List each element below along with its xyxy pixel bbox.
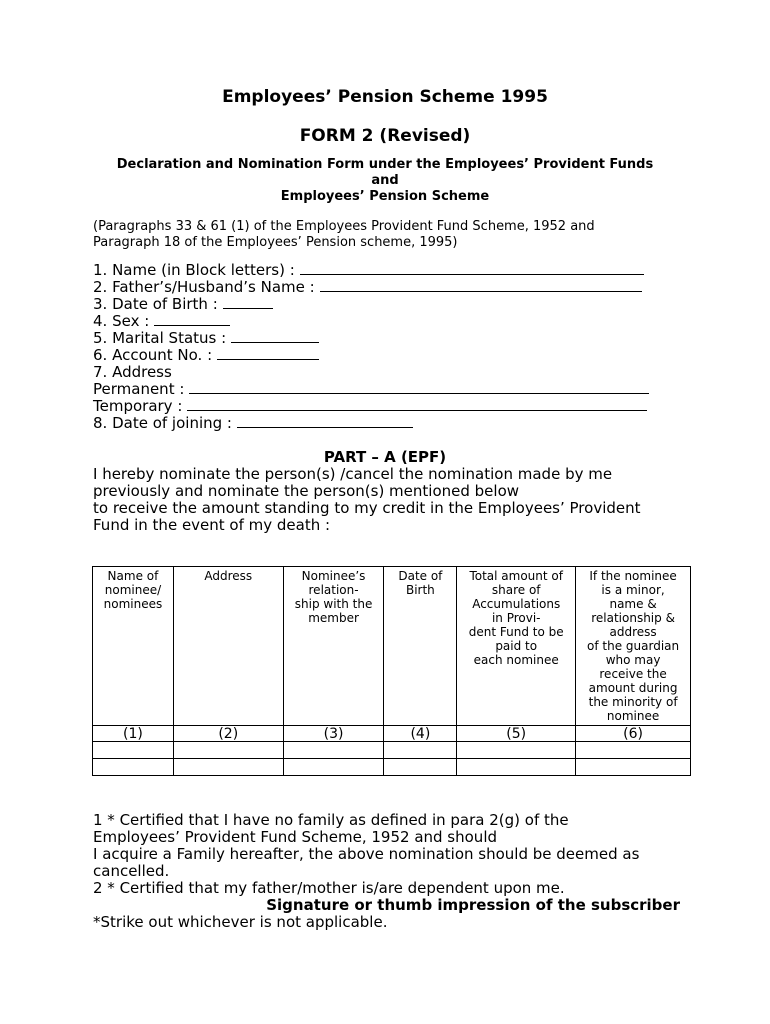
part-a-statement xyxy=(93,466,693,534)
field-marital-status xyxy=(93,330,693,347)
header-cell-dob: Date of Birth xyxy=(384,567,457,726)
field-address-label: 7. Address xyxy=(93,363,172,381)
form-title: FORM 2 (Revised) xyxy=(299,126,471,146)
field-father-husband xyxy=(93,279,693,296)
field-marital-status-blank[interactable] xyxy=(231,330,319,343)
field-address xyxy=(93,364,693,381)
header-cell-address: Address xyxy=(173,567,283,726)
header-cell-guardian: If the nominee is a minor, name & relationship & address of the guardian who may receive the amount during the minority of nominee xyxy=(576,567,691,726)
field-father-husband-blank[interactable] xyxy=(320,279,642,292)
certification-line-5: 2 * Certified that my father/mother is/are dependent upon me. xyxy=(93,879,565,897)
certification-line-2: Employees’ Provident Fund Scheme, 1952 and should xyxy=(93,828,498,846)
part-a-line-4: Fund in the event of my death : xyxy=(93,516,331,534)
table-cell[interactable] xyxy=(93,742,174,759)
table-cell[interactable] xyxy=(457,759,576,776)
table-row xyxy=(93,742,691,759)
signature-label: Signature or thumb impression of the subscriber xyxy=(266,896,680,914)
field-name-blank[interactable] xyxy=(300,262,644,275)
part-a-line-3: to receive the amount standing to my credit in the Employees’ Provident xyxy=(93,499,641,517)
header-cell-name: Name of nominee/ nominees xyxy=(93,567,174,726)
table-cell[interactable] xyxy=(384,759,457,776)
field-name-label: 1. Name (in Block letters) : xyxy=(93,261,295,279)
document-title: Employees’ Pension Scheme 1995 xyxy=(222,87,548,107)
subtitle-line-1: Declaration and Nomination Form under the Employees’ Provident Funds and xyxy=(116,157,654,188)
part-a-line-1: I hereby nominate the person(s) /cancel the nomination made by me xyxy=(93,465,613,483)
field-date-of-joining-label: 8. Date of joining : xyxy=(93,414,232,432)
column-number-6: (6) xyxy=(576,726,691,742)
paragraph-ref-line-1: (Paragraphs 33 & 61 (1) of the Employees Provident Fund Scheme, 1952 and xyxy=(93,219,595,234)
subtitle-line-2: Employees’ Pension Scheme xyxy=(280,189,490,204)
column-number-3: (3) xyxy=(283,726,384,742)
field-temporary-label: Temporary : xyxy=(93,397,183,415)
table-cell[interactable] xyxy=(576,759,691,776)
field-account-no-blank[interactable] xyxy=(217,347,319,360)
certification-line-1: 1 * Certified that I have no family as defined in para 2(g) of the xyxy=(93,811,569,829)
column-number-5: (5) xyxy=(457,726,576,742)
field-sex-blank[interactable] xyxy=(154,313,230,326)
field-marital-status-label: 5. Marital Status : xyxy=(93,329,227,347)
table-cell[interactable] xyxy=(173,759,283,776)
column-number-1: (1) xyxy=(93,726,174,742)
field-dob-label: 3. Date of Birth : xyxy=(93,295,218,313)
table-cell[interactable] xyxy=(93,759,174,776)
table-cell[interactable] xyxy=(283,742,384,759)
field-dob xyxy=(93,296,693,313)
field-temporary-blank[interactable] xyxy=(187,398,647,411)
field-sex-label: 4. Sex : xyxy=(93,312,150,330)
nominee-table-number-row xyxy=(93,726,691,742)
strike-out-note: *Strike out whichever is not applicable. xyxy=(93,913,388,931)
part-a-line-2: previously and nominate the person(s) mentioned below xyxy=(93,482,520,500)
field-temporary xyxy=(93,398,693,415)
column-number-4: (4) xyxy=(384,726,457,742)
field-date-of-joining-blank[interactable] xyxy=(237,415,413,428)
paragraph-ref-line-2: Paragraph 18 of the Employees’ Pension scheme, 1995) xyxy=(93,235,458,250)
column-number-2: (2) xyxy=(173,726,283,742)
table-cell[interactable] xyxy=(173,742,283,759)
table-cell[interactable] xyxy=(384,742,457,759)
part-a-heading: PART – A (EPF) xyxy=(323,448,447,466)
paragraph-reference xyxy=(93,219,673,251)
field-permanent-label: Permanent : xyxy=(93,380,185,398)
nominee-table xyxy=(92,566,691,776)
field-dob-blank[interactable] xyxy=(223,296,273,309)
certification-line-3: I acquire a Family hereafter, the above nomination should be deemed as xyxy=(93,845,640,863)
certification-line-4: cancelled. xyxy=(93,862,170,880)
header-cell-share: Total amount of share of Accumulations in Provi- dent Fund to be paid to each nominee xyxy=(457,567,576,726)
nominee-table-header-row xyxy=(93,567,691,726)
certification-block xyxy=(93,812,693,931)
field-date-of-joining xyxy=(93,415,693,432)
header-cell-relationship: Nominee’s relation- ship with the member xyxy=(283,567,384,726)
table-cell[interactable] xyxy=(457,742,576,759)
personal-details xyxy=(93,262,693,432)
form-subtitle xyxy=(110,157,660,205)
table-cell[interactable] xyxy=(283,759,384,776)
field-account-no xyxy=(93,347,693,364)
field-account-no-label: 6. Account No. : xyxy=(93,346,213,364)
table-row xyxy=(93,759,691,776)
field-name xyxy=(93,262,693,279)
field-permanent-blank[interactable] xyxy=(189,381,649,394)
table-cell[interactable] xyxy=(576,742,691,759)
field-permanent xyxy=(93,381,693,398)
field-sex xyxy=(93,313,693,330)
field-father-husband-label: 2. Father’s/Husband’s Name : xyxy=(93,278,315,296)
